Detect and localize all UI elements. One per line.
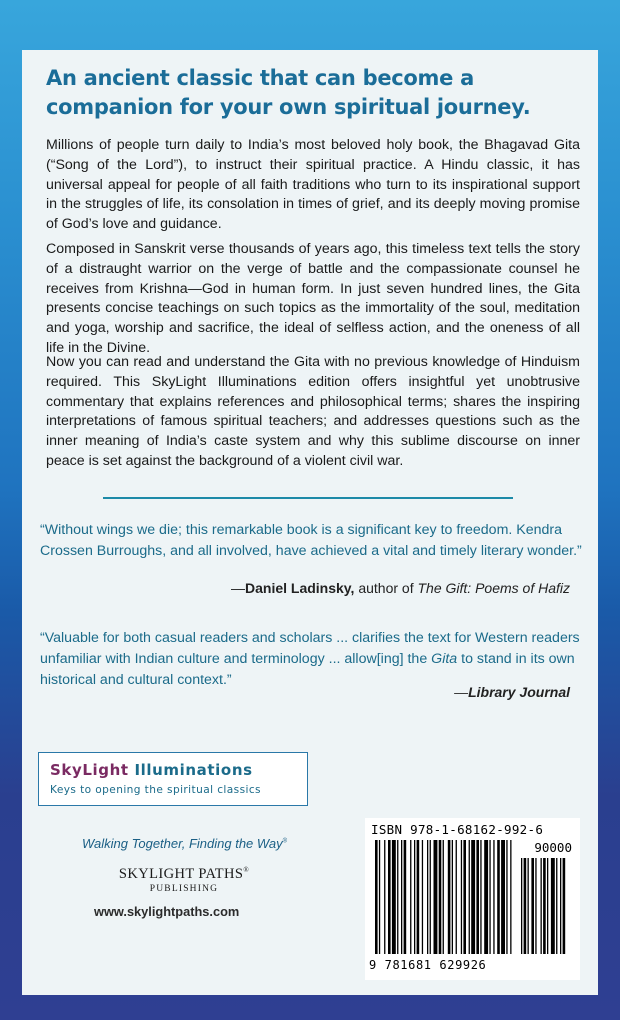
endorser-work: The Gift: Poems of Hafiz (417, 580, 570, 596)
publisher-website: www.skylightpaths.com (94, 904, 240, 919)
cover-heading: An ancient classic that can become a companion for your own spiritual journey. (46, 66, 531, 119)
series-logo-box (38, 752, 308, 806)
endorser-name: Daniel Ladinsky, (245, 580, 355, 596)
description-paragraph-3: Now you can read and understand the Gita with no previous knowledge of Hinduism required. This SkyLight Illuminations edition offers insightful yet unobtrusive commentary that explains references and philosophical terms; shares the inspiring interpretations of famous spiritual teachers; and addresses questions such as the inner meaning of India’s caste system and why this sublime discourse on inner peace is set against the background of a violent civil war. (46, 354, 580, 469)
endorsement-quote-1: “Without wings we die; this remarkable book is a significant key to freedom. Kendra Crossen Burroughs, and all involved, have achieved a vital and timely literary wonder.” (40, 522, 582, 559)
price-code: 90000 (534, 840, 572, 855)
series-name: SkyLight Illuminations (50, 761, 253, 779)
section-divider (103, 497, 513, 499)
series-tagline: Keys to opening the spiritual classics (50, 784, 261, 796)
ean-digits: 9 781681 629926 (369, 958, 487, 972)
isbn-label: ISBN 978-1-68162-992-6 (371, 822, 544, 837)
description-paragraph-2: Composed in Sanskrit verse thousands of years ago, this timeless text tells the story of a distraught warrior on the verge of battle and the compassionate counsel he receives from Krishna—God in human form. In just seven hundred lines, the Gita presents concise teachings on such topics as the immortality of the soul, meditation and yoga, worship and sacrifice, the ideal of selfless action, and the oneness of all life in the Divine. (46, 241, 580, 356)
publisher-logo (98, 866, 270, 894)
endorsement-attribution-1: —Daniel Ladinsky, author of The Gift: Poems of Hafiz (231, 580, 570, 596)
publisher-motto: Walking Together, Finding the Way® (82, 836, 288, 851)
endorsement-attribution-2: —Library Journal (454, 684, 570, 700)
endorsement-quote-2: “Valuable for both casual readers and scholars ... clarifies the text for Western readers unfamiliar with Indian culture and terminology ... allow[ing] the Gita to stand in its own historical and cultural context.” (40, 630, 580, 688)
isbn-barcode (365, 818, 580, 980)
review-source: Library Journal (468, 684, 570, 700)
description-paragraph-1: Millions of people turn daily to India’s most beloved holy book, the Bhagavad Gita (“Song of the Lord”), to instruct their spiritual practice. A Hindu classic, it has universal appeal for people of all faith traditions who turn to its inspirational support in the struggles of life, its consolation in times of grief, and its deeply moving promise of God’s love and guidance. (46, 137, 580, 233)
publisher-subname: PUBLISHING (149, 884, 219, 894)
publisher-name: SKYLIGHT PATHS® (118, 866, 250, 882)
